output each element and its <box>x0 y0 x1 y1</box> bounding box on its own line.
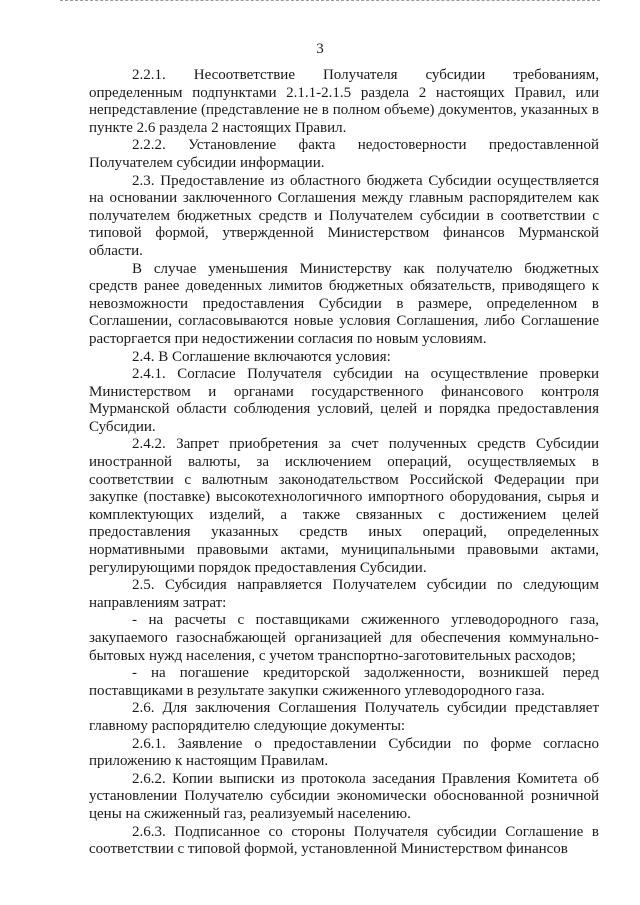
top-edge-rule <box>60 0 600 1</box>
paragraph-2-3: 2.3. Предоставление из областного бюджета Субсидии осуществляется на основании заключенного Соглашения между главным распорядителем как получателем бюджетных средств и Получателем субсидии в соответствии с типовой формой, утвержденной Министерством финансов Мурманской области. <box>89 172 599 259</box>
paragraph-2-4-2: 2.4.2. Запрет приобретения за счет полученных средств Субсидии иностранной валюты, за исключением операций, осуществляемых в соответствии с валютным законодательством Российской Федерации при закупке (поставке) высокотехнологичного импортного оборудования, сырья и комплектующих изделий, а также связанных с достижением целей предоставления указанных средств иных операций, определенных нормативными правовыми актами, муниципальными правовыми актами, регулирующими порядок предоставления Субсидии. <box>89 436 599 576</box>
paragraph-2-6-3: 2.6.3. Подписанное со стороны Получателя субсидии Соглашение в соответствии с типовой формой, установленной Министерством финансов <box>89 823 599 858</box>
paragraph-2-5-item-2: - на погашение кредиторской задолженности, возникшей перед поставщиками в результате закупки сжиженного углеводородного газа. <box>89 665 599 699</box>
paragraph-2-4-1: 2.4.1. Согласие Получателя субсидии на осуществление проверки Министерством и органами государственного финансового контроля Мурманской области соблюдения условий, целей и порядка предоставления Субсидии. <box>89 366 599 435</box>
paragraph-2-6: 2.6. Для заключения Соглашения Получатель субсидии представляет главному распорядителю следующие документы: <box>89 700 599 734</box>
paragraph-2-6-1: 2.6.1. Заявление о предоставлении Субсидии по форме согласно приложению к настоящим Правилам. <box>89 735 599 770</box>
paragraph-2-3-reduction: В случае уменьшения Министерству как получателю бюджетных средств ранее доведенных лимитов бюджетных обязательств, приводящего к невозможности предоставления Субсидии в размере, определенном в Соглашении, согласовываются новые условия Соглашения, либо Соглашение расторгается при недостижении согласия по новым условиям. <box>89 260 599 347</box>
paragraph-2-5: 2.5. Субсидия направляется Получателем субсидии по следующим направлениям затрат: <box>89 577 599 611</box>
paragraph-2-2-1: 2.2.1. Несоответствие Получателя субсидии требованиям, определенным подпунктами 2.1.1-2.1.5 раздела 2 настоящих Правил, или непредставление (представление не в полном объеме) документов, указанных в пункте 2.6 раздела 2 настоящих Правил. <box>89 67 599 136</box>
paragraph-2-2-2: 2.2.2. Установление факта недостоверности предоставленной Получателем субсидии информации. <box>89 137 599 171</box>
body-text <box>89 67 599 859</box>
paragraph-2-5-item-1: - на расчеты с поставщиками сжиженного углеводородного газа, закупаемого газоснабжающей организацией для обеспечения коммунально-бытовых нужд населения, с учетом транспортно-заготовительных расходов; <box>89 612 599 664</box>
page-number: 3 <box>316 41 324 57</box>
paragraph-2-4: 2.4. В Соглашение включаются условия: <box>132 348 391 365</box>
paragraph-2-6-2: 2.6.2. Копии выписки из протокола заседания Правления Комитета об установлении Получателю субсидии экономически обоснованной розничной цены на сжиженный газ, реализуемый населению. <box>89 770 599 822</box>
